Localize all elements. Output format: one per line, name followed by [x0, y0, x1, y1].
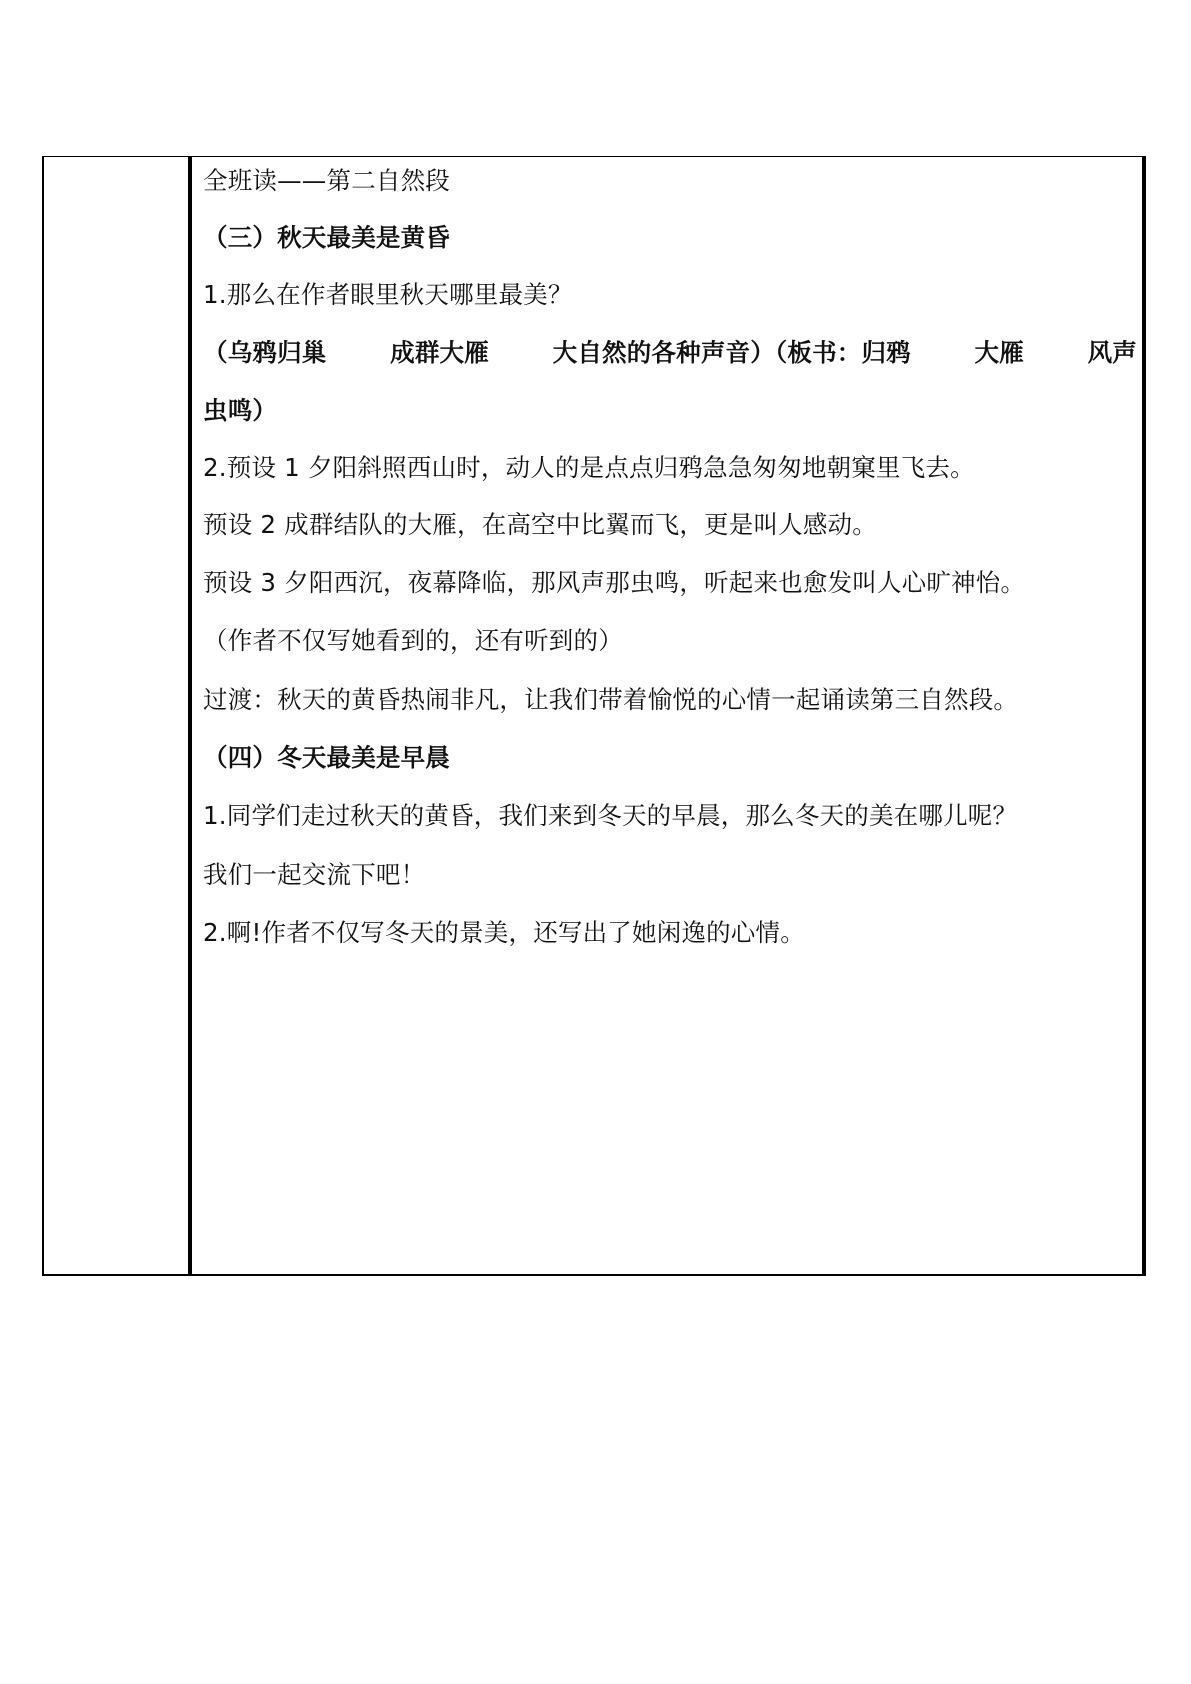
preset-3: 预设 3 夕阳西沉，夜幕降临，那风声那虫鸣，听起来也愈发叫人心旷神怡。 [203, 568, 1026, 597]
blackboard-notes [203, 337, 1137, 369]
note-wind: 风声 [1087, 338, 1137, 367]
heading-autumn: （三）秋天最美是黄昏 [203, 223, 450, 252]
note-nature-sounds: 大自然的各种声音）（板书：归鸦 [552, 338, 911, 367]
note-geese: 大雁 [974, 338, 1024, 367]
table-content-cell [192, 157, 1142, 1274]
lesson-table [42, 156, 1146, 1276]
preset-1: 2.预设 1 夕阳斜照西山时，动人的是点点归鸦急急匆匆地朝窠里飞去。 [203, 453, 975, 482]
author-note: （作者不仅写她看到的，还有听到的） [203, 626, 623, 655]
table-left-cell [44, 157, 192, 1274]
conclusion-winter: 2.啊!作者不仅写冬天的景美，还写出了她闲逸的心情。 [203, 918, 805, 947]
line-class-reading: 全班读——第二自然段 [203, 166, 450, 195]
question-winter-cont: 我们一起交流下吧！ [203, 860, 426, 889]
question-winter: 1.同学们走过秋天的黄昏，我们来到冬天的早晨，那么冬天的美在哪儿呢？ [203, 801, 1018, 830]
heading-winter: （四）冬天最美是早晨 [203, 743, 450, 772]
blackboard-notes-cont: 虫鸣） [203, 396, 278, 425]
note-crows-return: （乌鸦归巢 [203, 338, 327, 367]
note-geese-flock: 成群大雁 [390, 338, 489, 367]
preset-2: 预设 2 成群结队的大雁，在高空中比翼而飞，更是叫人感动。 [203, 510, 877, 539]
question-autumn: 1.那么在作者眼里秋天哪里最美？ [203, 280, 573, 309]
transition: 过渡：秋天的黄昏热闹非凡，让我们带着愉悦的心情一起诵读第三自然段。 [203, 685, 1019, 714]
